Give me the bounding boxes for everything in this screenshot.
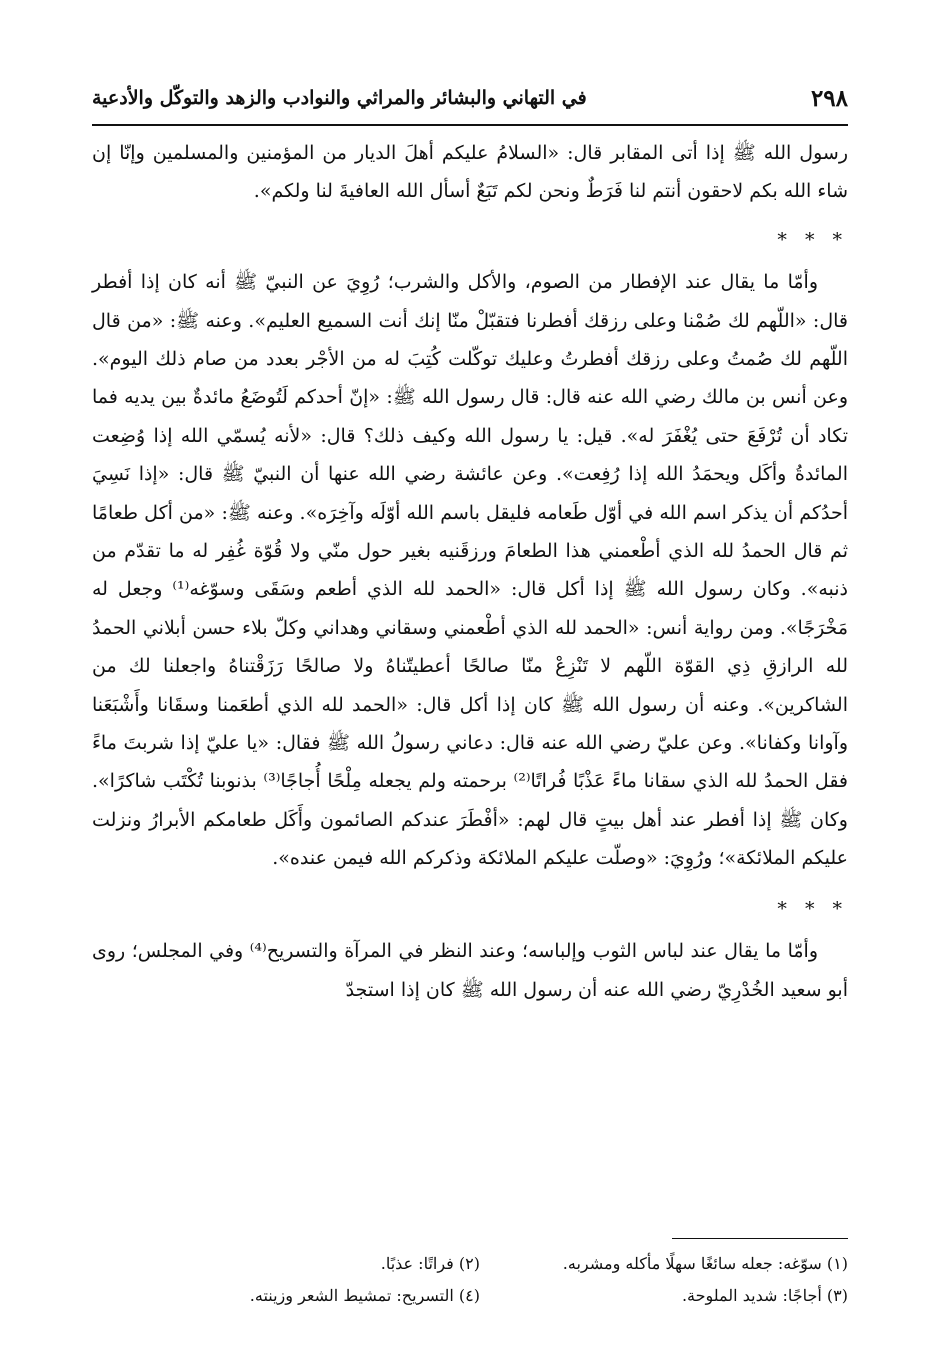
section-separator: * * *: [777, 228, 848, 251]
header-divider: [92, 124, 848, 126]
main-text: [92, 134, 848, 1009]
footnote-3: (٣) أجاجًا: شديد الملوحة.: [681, 1286, 848, 1305]
footnote-4: (٤) التسريح: تمشيط الشعر وزينته.: [249, 1286, 480, 1305]
footnote-2: (٢) فراتًا: عذبًا.: [380, 1254, 480, 1273]
section-separator: * * *: [777, 897, 848, 920]
page-header: [92, 78, 848, 118]
paragraph-clothing-and-mirror: وأمّا ما يقال عند لباس الثوب وإلباسه؛ وعند النظر في المرآة والتسريح⁽⁴⁾ وفي المجلس؛ روى أبو سعيد الخُدْرِيّ رضي الله عنه أن رسول الله ﷺ كان إذا استجدّ: [92, 940, 848, 1001]
footnote-1: (١) سوّغه: جعله سائغًا سهلًا مأكله ومشربه.: [562, 1254, 848, 1273]
footnote-row: [92, 1248, 848, 1280]
paragraph-graveyard-greeting: رسول الله ﷺ إذا أتى المقابر قال: «السلامُ عليكم أهلَ الديار من المؤمنين والمسلمين وإنّا إن شاء الله بكم لاحقون أنتم لنا فَرَطٌ ونحن لكم تَبَعٌ أسأل الله العافيةَ لنا ولكم».: [92, 142, 848, 203]
paragraph-iftar-and-eating: وأمّا ما يقال عند الإفطار من الصوم، والأكل والشرب؛ رُوِيَ عن النبيّ ﷺ أنه كان إذا أفطر قال: «اللّهم لك صُمْنا وعلى رزقك أفطرنا فتقبّلْ منّا إنك أنت السميع العليم». وعنه ﷺ: «من قال اللّهم لك صُمتُ وعلى رزقك أفطرتُ وعليك توكّلت كُتِبَ له من الأجْر بعدد من صام ذلك اليوم». وعن أنس بن مالك رضي الله عنه قال: قال رسول الله ﷺ: «إنّ أحدكم لَتُوضَعُ مائدةٌ بين يديه فما تكاد أن تُرْفَعَ حتى يُغْفَرَ له». قيل: يا رسول الله وكيف ذلك؟ قال: «لأنه يُسمّي الله إذا وُضِعت المائدةُ وأكَل ويحمَدُ الله إذا رُفِعت». وعن عائشة رضي الله عنها أن النبيّ ﷺ قال: «إذا نَسِيَ أحدُكم أن يذكر اسم الله في أوّل طَعامه فليقل باسم الله أوّلَه وآخِرَه». وعنه ﷺ: «من أكل طعامًا ثم قال الحمدُ لله الذي أطْعمني هذا الطعامَ ورزقَنيه بغير حول منّي ولا قُوّة غُفِر له ما تقدّم من ذنبه». وكان رسول الله ﷺ إذا أكل قال: «الحمد لله الذي أطعم وسَقَى وسوّغه⁽¹⁾ وجعل له مَخْرَجًا». ومن رواية أنس: «الحمد لله الذي أطْعمني وسقاني وهداني وكلّ بلاء حسن أبلاني الحمدُ لله الرازقِ ذِي القوّة اللّهم لا تَنْزِعْ منّا صالحًا أعطيتّناهُ ولا صالحًا رَزَقْتناهُ واجعلنا لك من الشاكرين». وعنه أن رسول الله ﷺ كان إذا أكل قال: «الحمد لله الذي أطعَمنا وسقَانا وأَشْبَعَنا وآوانا وكفانا». وعن عليّ رضي الله عنه قال: دعاني رسولُ الله ﷺ فقال: «يا عليّ إذا شربتَ ماءً فقل الحمدُ لله الذي سقانا ماءً عَذْبًا فُراتًا⁽²⁾ برحمته ولم يجعله مِلْحًا أُجاجًا⁽³⁾ بذنوبنا تُكْتَب شاكرًا». وكان ﷺ إذا أفطر عند أهل بيتٍ قال لهم: «أفْطَرَ عندكم الصائمون وأَكَل طعامكم الأبرارُ ونزلت عليكم الملائكة»؛ ورُوِيَ: «وصلّت عليكم الملائكة وذكركم الله فيمن عنده».: [92, 271, 849, 870]
running-title: في التهاني والبشائر والمراثي والنوادب والزهد والتوكّل والأدعية: [92, 87, 587, 109]
footnotes: [92, 1248, 848, 1312]
footnote-row: [92, 1280, 848, 1312]
page-number: ٢٩٨: [810, 84, 848, 112]
footnote-divider: [672, 1238, 848, 1239]
